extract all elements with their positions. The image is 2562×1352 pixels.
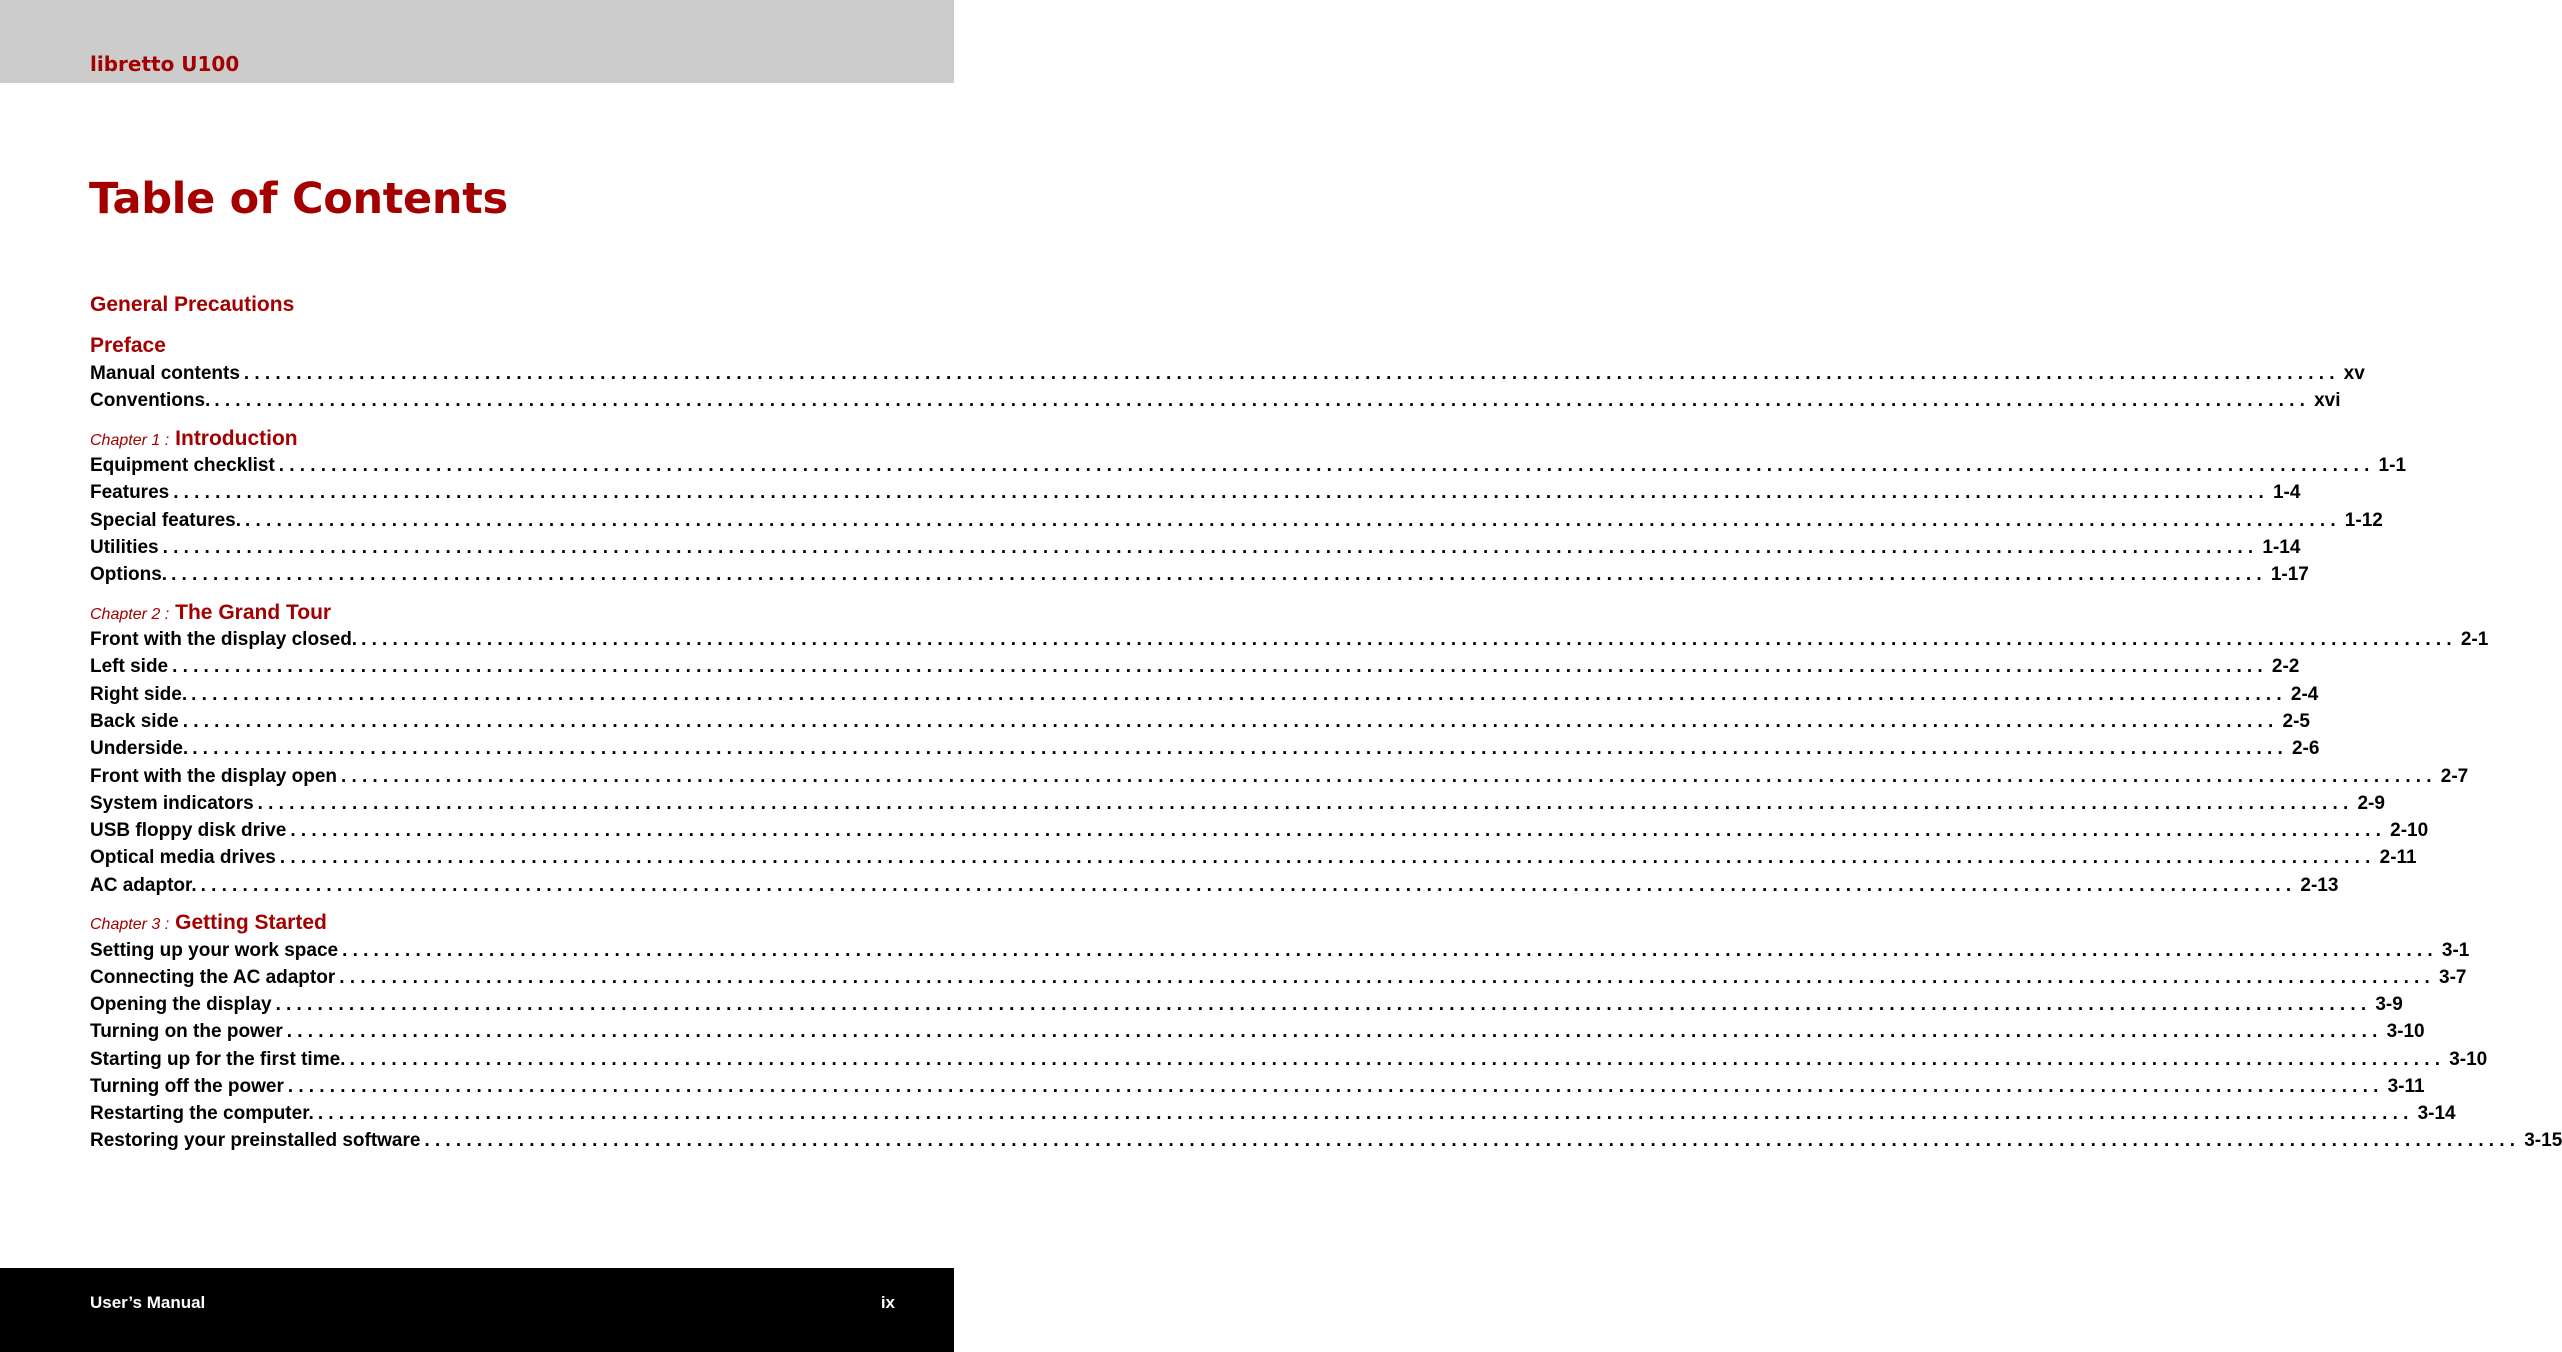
dot-leader: ........................................................................................................................................................................................................ bbox=[192, 738, 2288, 759]
dot-leader: ........................................................................................................................................................................................................ bbox=[243, 363, 2340, 384]
toc-entry[interactable] bbox=[90, 683, 2319, 707]
toc-entry[interactable] bbox=[90, 1075, 2425, 1099]
toc-entry-label: Front with the display open bbox=[90, 766, 337, 787]
toc-entry[interactable] bbox=[90, 1102, 2456, 1126]
toc-entry[interactable] bbox=[90, 509, 2383, 533]
toc-entry-label: Left side bbox=[90, 656, 169, 677]
dot-leader: ........................................................................................................................................................................................................ bbox=[290, 820, 2387, 841]
dot-leader: ........................................................................................................................................................................................................ bbox=[278, 455, 2375, 476]
dot-leader: ........................................................................................................................................................................................................ bbox=[162, 537, 2259, 558]
dot-leader: ........................................................................................................................................................................................................ bbox=[339, 967, 2436, 988]
toc-entry-page: 2-10 bbox=[2390, 820, 2429, 841]
toc-entry-label: Underside. bbox=[90, 738, 189, 759]
toc-entry-label: Utilities bbox=[90, 537, 159, 558]
toc-entry-label: Restarting the computer. bbox=[90, 1103, 314, 1124]
toc-entry-label: Manual contents bbox=[90, 363, 240, 384]
toc-entry-label: Turning on the power bbox=[90, 1021, 283, 1042]
toc-entry[interactable] bbox=[90, 655, 2300, 679]
toc-entry-page: 2-1 bbox=[2460, 629, 2489, 650]
toc-entry-label: Conventions. bbox=[90, 390, 211, 411]
chapter-title: Getting Started bbox=[175, 911, 327, 934]
toc-entry-page: xv bbox=[2343, 363, 2365, 384]
toc-entry[interactable] bbox=[90, 1048, 2488, 1072]
toc-entry-page: 3-7 bbox=[2439, 967, 2467, 988]
product-name: libretto U100 bbox=[90, 52, 240, 76]
dot-leader: ........................................................................................................................................................................................................ bbox=[182, 711, 2279, 732]
toc-entry[interactable] bbox=[90, 966, 2467, 990]
dot-leader: ........................................................................................................................................................................................................ bbox=[286, 1021, 2383, 1042]
toc-heading-chapter-2[interactable] bbox=[90, 600, 331, 628]
toc-entry-page: 3-10 bbox=[2386, 1021, 2425, 1042]
toc-entry-page: 2-6 bbox=[2291, 738, 2320, 759]
toc-entry-label: USB floppy disk drive bbox=[90, 820, 287, 841]
toc-entry-page: 3-10 bbox=[2449, 1049, 2488, 1070]
dot-leader: ........................................................................................................................................................................................................ bbox=[191, 684, 2287, 705]
toc-entry-page: 2-4 bbox=[2290, 684, 2319, 705]
toc-entry-label: System indicators bbox=[90, 793, 254, 814]
toc-entry-label: Special features. bbox=[90, 510, 242, 531]
toc-entry[interactable] bbox=[90, 939, 2470, 963]
chapter-label: Chapter 3 : bbox=[90, 916, 170, 933]
toc-entry[interactable] bbox=[90, 765, 2469, 789]
toc-heading-preface[interactable]: Preface bbox=[90, 334, 166, 357]
toc-entry-page: 3-1 bbox=[2441, 940, 2470, 961]
toc-entry-page: 3-11 bbox=[2387, 1076, 2425, 1097]
toc-entry[interactable] bbox=[90, 819, 2429, 843]
page-title: Table of Contents bbox=[89, 174, 508, 224]
toc-entry-page: 2-2 bbox=[2271, 656, 2300, 677]
toc-entry-label: Equipment checklist bbox=[90, 455, 275, 476]
toc-heading-chapter-3[interactable] bbox=[90, 910, 327, 938]
dot-leader: ........................................................................................................................................................................................................ bbox=[171, 564, 2267, 585]
dot-leader: ........................................................................................................................................................................................................ bbox=[245, 510, 2341, 531]
toc-entry-label: Options. bbox=[90, 564, 168, 585]
dot-leader: ........................................................................................................................................................................................................ bbox=[200, 875, 2297, 896]
toc-heading-general-precautions[interactable]: General Precautions bbox=[90, 293, 295, 316]
dot-leader: ........................................................................................................................................................................................................ bbox=[279, 847, 2376, 868]
dot-leader: ........................................................................................................................................................................................................ bbox=[214, 390, 2311, 411]
toc-entry[interactable] bbox=[90, 792, 2385, 816]
toc-entry[interactable] bbox=[90, 710, 2310, 734]
toc-entry[interactable] bbox=[90, 846, 2417, 870]
toc-entry-page: 2-13 bbox=[2300, 875, 2339, 896]
toc-heading-chapter-1[interactable] bbox=[90, 426, 298, 454]
toc-entry[interactable] bbox=[90, 1020, 2425, 1044]
toc-entry[interactable] bbox=[90, 454, 2407, 478]
toc-entry-label: Right side. bbox=[90, 684, 188, 705]
dot-leader: ........................................................................................................................................................................................................ bbox=[342, 940, 2438, 961]
toc-entry-label: Starting up for the first time. bbox=[90, 1049, 346, 1070]
footer-manual-title: User’s Manual bbox=[90, 1293, 206, 1312]
toc-entry[interactable] bbox=[90, 874, 2339, 898]
toc-entry-label: Features bbox=[90, 482, 170, 503]
toc-entry[interactable] bbox=[90, 737, 2320, 761]
dot-leader: ........................................................................................................................................................................................................ bbox=[173, 482, 2269, 503]
toc-entry-page: 1-4 bbox=[2272, 482, 2301, 503]
toc-entry-page: 3-9 bbox=[2375, 994, 2403, 1015]
chapter-title: Introduction bbox=[175, 427, 298, 450]
toc-entry[interactable] bbox=[90, 389, 2341, 413]
toc-entry-page: 1-14 bbox=[2262, 537, 2301, 558]
footer-page-number: ix bbox=[880, 1293, 895, 1312]
dot-leader: ........................................................................................................................................................................................................ bbox=[287, 1076, 2384, 1097]
toc-entry-label: Opening the display bbox=[90, 994, 272, 1015]
toc-entry[interactable] bbox=[90, 563, 2309, 587]
dot-leader: ........................................................................................................................................................................................................ bbox=[424, 1130, 2521, 1151]
toc-entry-page: 1-17 bbox=[2270, 564, 2309, 585]
toc-entry-page: 1-1 bbox=[2378, 455, 2407, 476]
dot-leader: ........................................................................................................................................................................................................ bbox=[172, 656, 2268, 677]
toc-entry-label: Optical media drives bbox=[90, 847, 276, 868]
toc-entry-page: 2-11 bbox=[2379, 847, 2417, 868]
dot-leader: ........................................................................................................................................................................................................ bbox=[349, 1049, 2446, 1070]
toc-entry[interactable] bbox=[90, 1129, 2562, 1153]
toc-entry[interactable] bbox=[90, 536, 2301, 560]
toc-entry[interactable] bbox=[90, 481, 2301, 505]
dot-leader: ........................................................................................................................................................................................................ bbox=[317, 1103, 2414, 1124]
toc-entry-label: Connecting the AC adaptor bbox=[90, 967, 336, 988]
dot-leader: ........................................................................................................................................................................................................ bbox=[257, 793, 2354, 814]
toc-entry-page: 2-9 bbox=[2357, 793, 2385, 814]
toc-entry-label: Turning off the power bbox=[90, 1076, 284, 1097]
dot-leader: ........................................................................................................................................................................................................ bbox=[275, 994, 2372, 1015]
toc-entry-label: Restoring your preinstalled software bbox=[90, 1130, 421, 1151]
toc-entry-page: 3-14 bbox=[2417, 1103, 2456, 1124]
toc-entry[interactable] bbox=[90, 993, 2403, 1017]
toc-entry-page: 3-15 bbox=[2524, 1130, 2562, 1151]
toc-entry-page: 2-5 bbox=[2282, 711, 2310, 732]
toc-entry-label: AC adaptor. bbox=[90, 875, 197, 896]
chapter-label: Chapter 2 : bbox=[90, 606, 170, 623]
toc-entry-label: Back side bbox=[90, 711, 179, 732]
toc-entry-label: Front with the display closed. bbox=[90, 629, 358, 650]
toc-entry[interactable] bbox=[90, 362, 2365, 386]
chapter-label: Chapter 1 : bbox=[90, 432, 170, 449]
chapter-title: The Grand Tour bbox=[175, 601, 332, 624]
toc-entry[interactable] bbox=[90, 628, 2489, 652]
dot-leader: ........................................................................................................................................................................................................ bbox=[341, 766, 2437, 787]
dot-leader: ........................................................................................................................................................................................................ bbox=[361, 629, 2457, 650]
toc-entry-page: 1-12 bbox=[2344, 510, 2383, 531]
toc-entry-page: xvi bbox=[2314, 390, 2341, 411]
toc-entry-page: 2-7 bbox=[2440, 766, 2469, 787]
toc-entry-label: Setting up your work space bbox=[90, 940, 339, 961]
